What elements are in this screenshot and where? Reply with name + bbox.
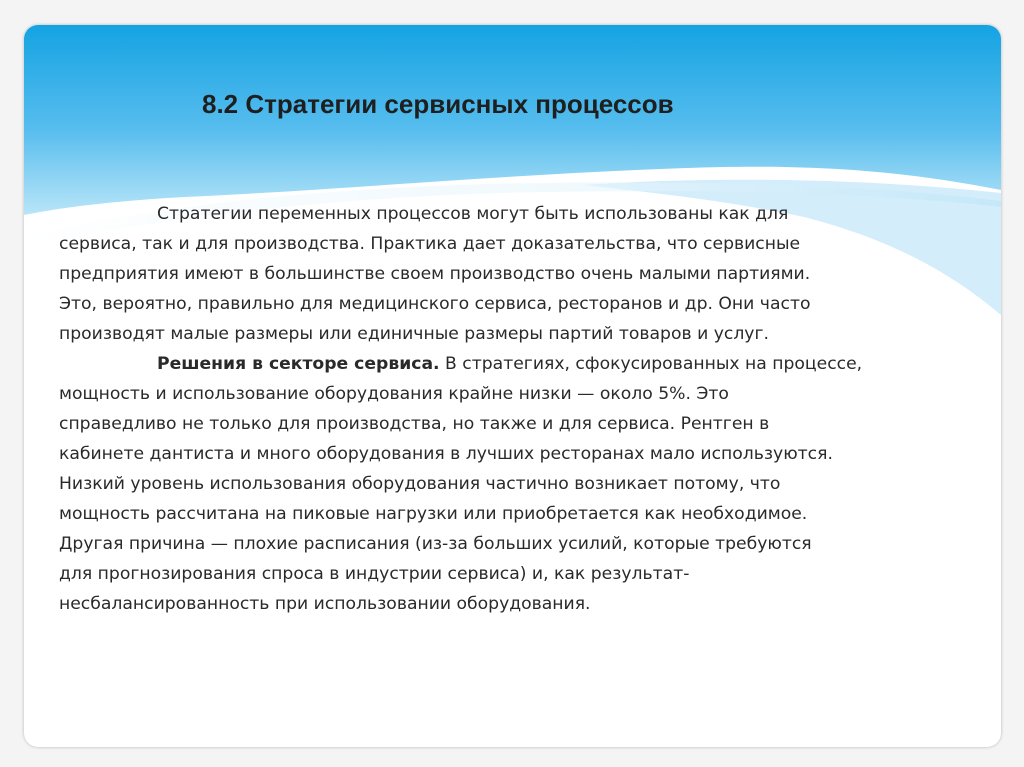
paragraph2-line: кабинете дантиста и много оборудования в лучших ресторанах мало используются. [59, 444, 833, 464]
slide-title: 8.2 Стратегии сервисных процессов [202, 89, 674, 119]
paragraph1-line: предприятия имеют в большинстве своем производство очень малыми партиями. [59, 264, 811, 284]
paragraph2-line: Низкий уровень использования оборудования частично возникает потому, что [59, 474, 781, 494]
paragraph2-line: справедливо не только для производства, но также и для сервиса. Рентген в [59, 414, 770, 434]
slide-body [59, 199, 979, 619]
paragraph2-lead-bold: Решения в секторе сервиса. [157, 354, 440, 374]
paragraph2-line: несбалансированность при использовании оборудования. [59, 594, 591, 614]
paragraph1-line: Это, вероятно, правильно для медицинского сервиса, ресторанов и др. Они часто [59, 294, 811, 314]
paragraph2-first-line [59, 349, 979, 379]
paragraph1-line: производят малые размеры или единичные размеры партий товаров и услуг. [59, 324, 769, 344]
paragraph2-line: мощность рассчитана на пиковые нагрузки или приобретается как необходимое. [59, 504, 808, 524]
paragraph2-line: Другая причина — плохие расписания (из-за больших усилий, которые требуются [59, 534, 812, 554]
slide [24, 25, 1001, 747]
paragraph1-line: сервиса, так и для производства. Практика дает доказательства, что сервисные [59, 234, 801, 254]
paragraph2-line: мощность и использование оборудования крайне низки — около 5%. Это [59, 384, 729, 404]
paragraph2-first-line-rest: В стратегиях, сфокусированных на процессе, [439, 354, 863, 374]
paragraph1-line: Стратегии переменных процессов могут быть использованы как для [157, 204, 789, 224]
paragraph2-line: для прогнозирования спроса в индустрии сервиса) и, как результат- [59, 564, 690, 584]
